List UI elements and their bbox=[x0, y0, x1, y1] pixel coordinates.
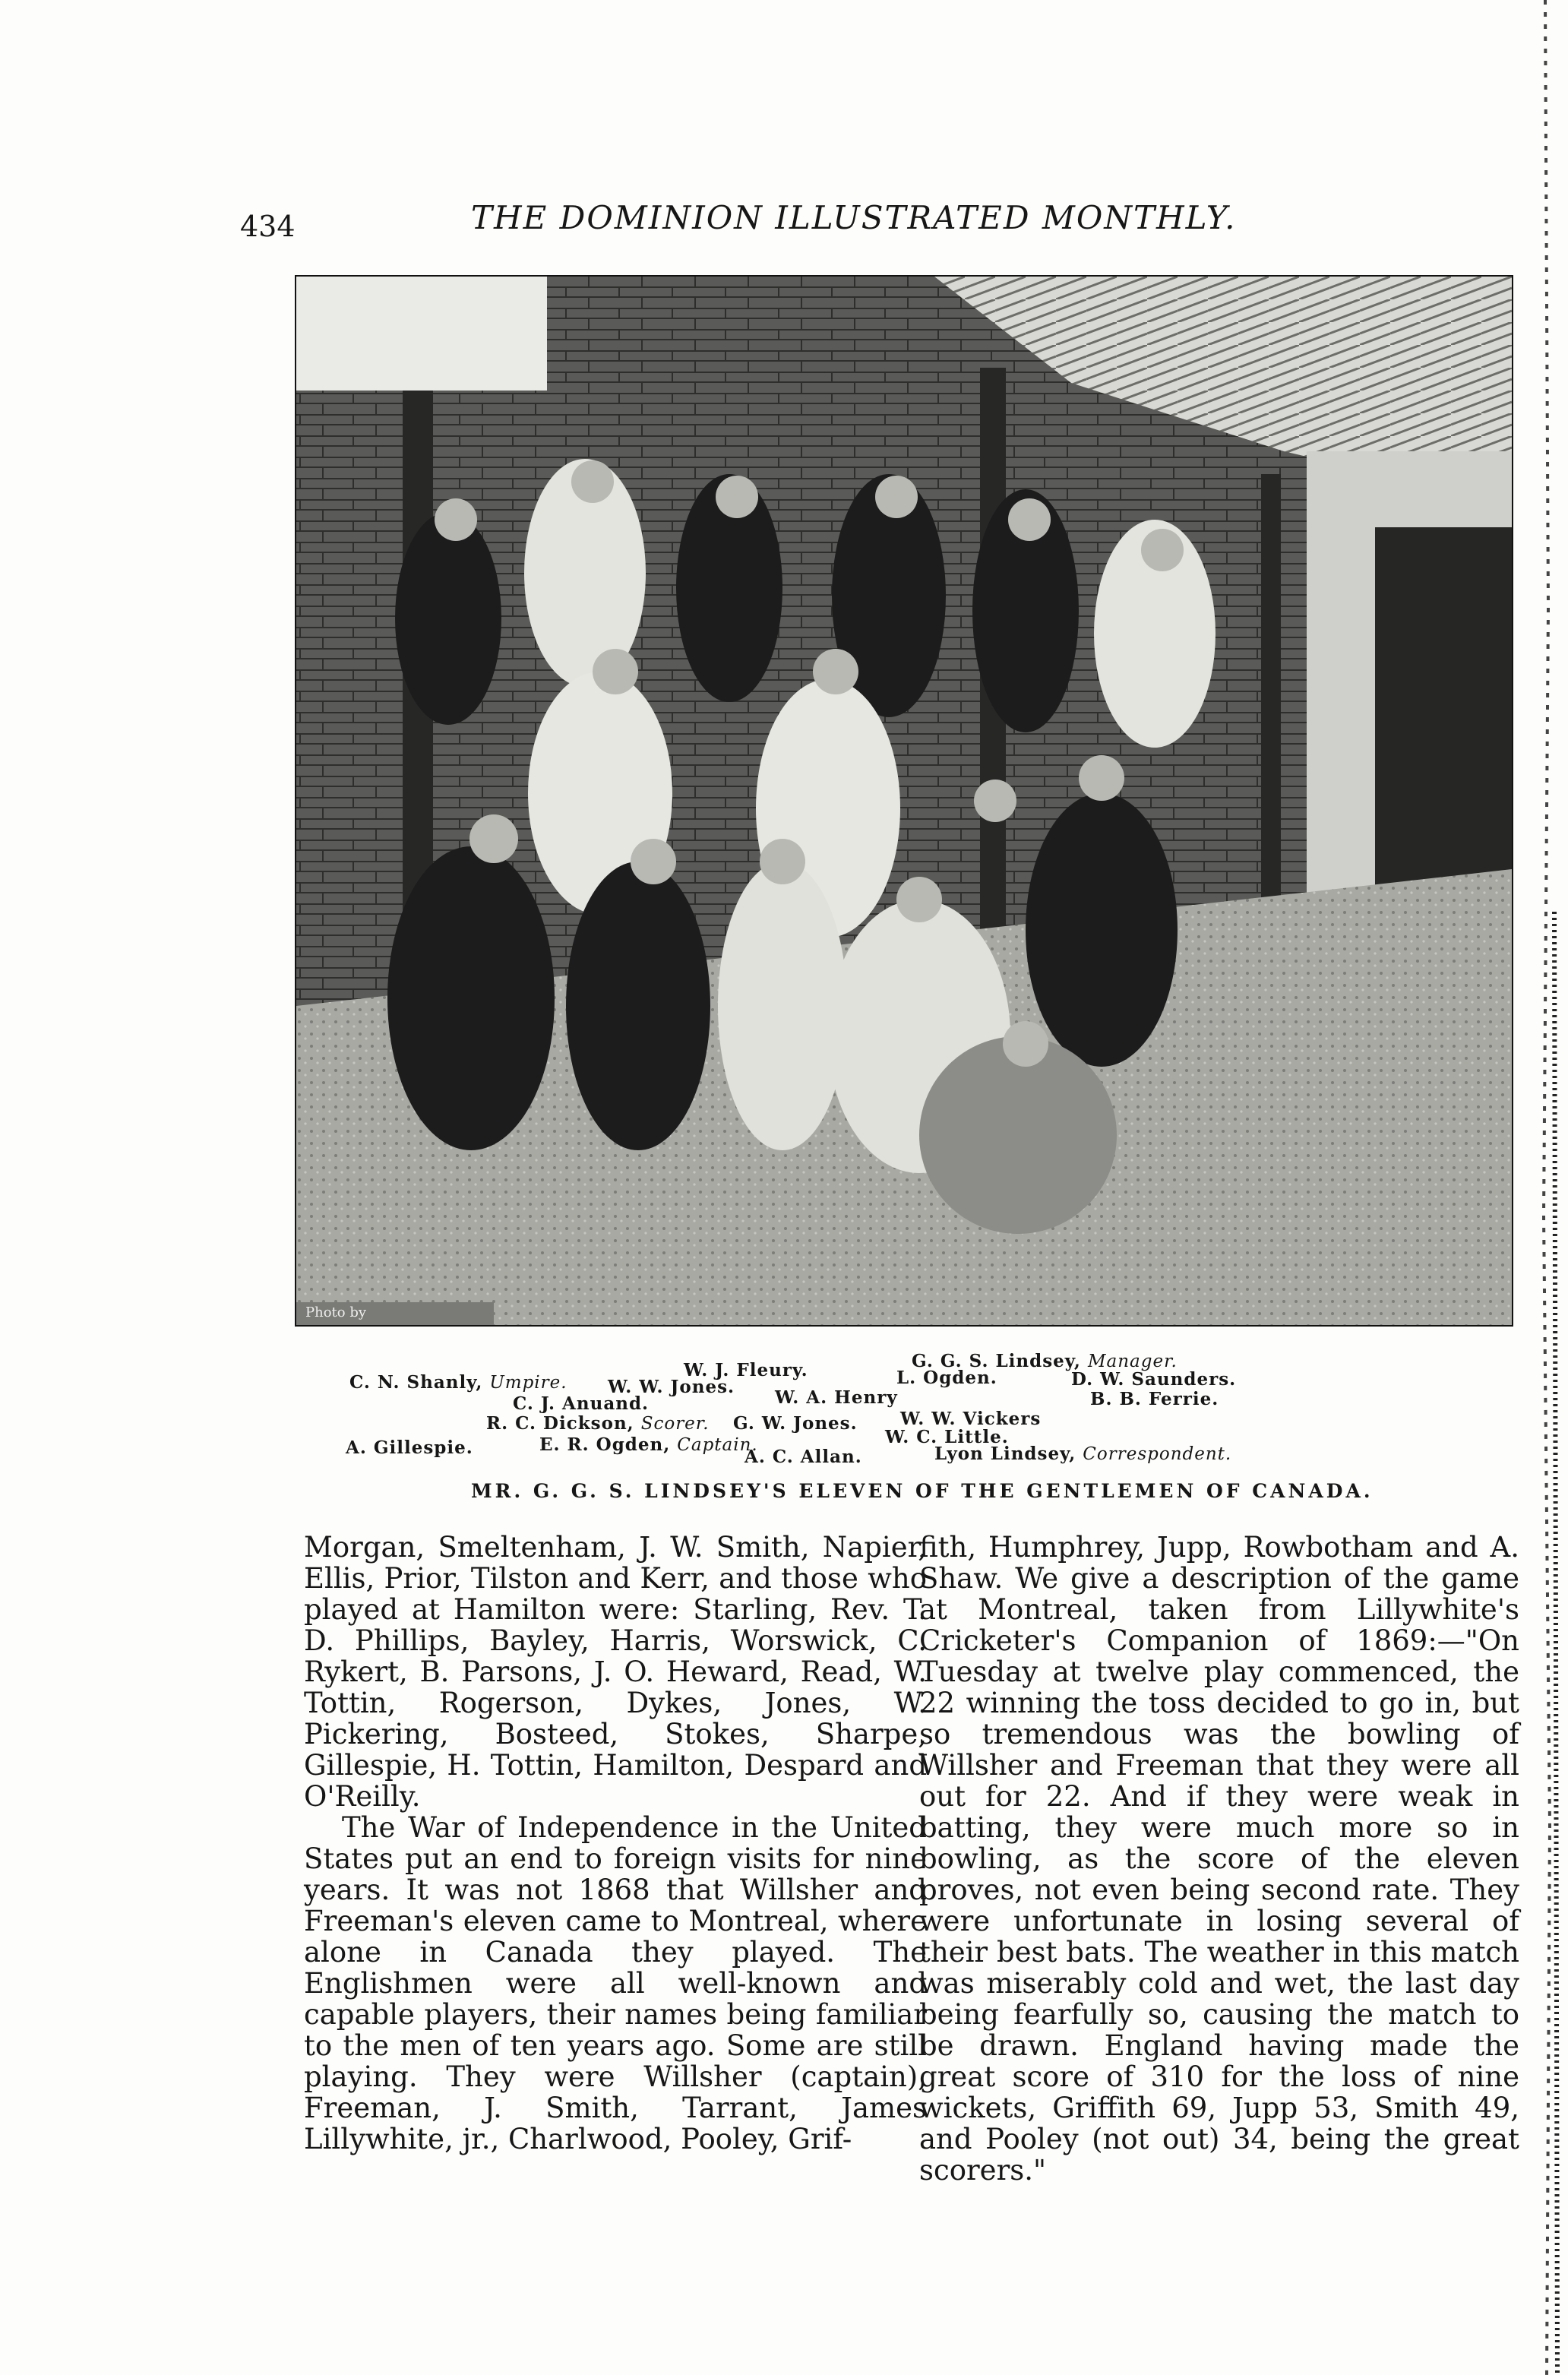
left-paragraph-2: The War of Independence in the United States put an end to foreign visits for nine years. It was not 1868 that Willsher and Freeman's eleven came to Montreal, where alone in Canada they played. The Englishmen were all well-known and capable players, their names being familiar to the men of ten years ago. Some are still playing. They were Willsher (captain), Freeman, J. Smith, Tarrant, James Lillywhite, jr., Charlwood, Pooley, Grif- bbox=[304, 1811, 927, 2155]
caption-ferrie: B. B. Ferrie. bbox=[1090, 1389, 1219, 1409]
caption-fleury: W. J. Fleury. bbox=[684, 1360, 808, 1380]
caption-shanly: C. N. Shanly, Umpire. bbox=[349, 1372, 567, 1393]
caption-vickers: W. W. Vickers bbox=[900, 1409, 1042, 1429]
page-number: 434 bbox=[240, 210, 296, 243]
photo-credit: Photo by bbox=[305, 1305, 367, 1320]
caption-henry: W. A. Henry bbox=[775, 1387, 898, 1408]
caption-ogden: L. Ogden. bbox=[896, 1368, 997, 1388]
caption-lindsey: G. G. S. Lindsey, Manager. bbox=[912, 1351, 1178, 1371]
caption-ogden-captain: E. R. Ogden, Captain. bbox=[539, 1434, 758, 1455]
caption-ww-jones: W. W. Jones. bbox=[608, 1377, 735, 1397]
scan-edge-shadow bbox=[1532, 0, 1568, 2375]
caption-little: W. C. Little. bbox=[885, 1427, 1009, 1447]
plate-title: MR. G. G. S. LINDSEY'S ELEVEN OF THE GENTLEMEN OF CANADA. bbox=[471, 1480, 1374, 1502]
photo-illustration bbox=[296, 277, 1512, 1325]
caption-gillespie: A. Gillespie. bbox=[346, 1437, 473, 1458]
caption-anand: C. J. Anuand. bbox=[513, 1393, 650, 1414]
caption-lyon: Lyon Lindsey, Correspondent. bbox=[934, 1444, 1232, 1464]
caption-dickson: R. C. Dickson, Scorer. bbox=[486, 1413, 710, 1434]
right-column bbox=[919, 1532, 1519, 2186]
left-paragraph-1: Morgan, Smeltenham, J. W. Smith, Napier, Ellis, Prior, Tilston and Kerr, and those who played at Hamilton were: Starling, Rev. T. D. Phillips, Bayley, Harris, Worswick, C. Rykert, B. Parsons, J. O. Heward, Read, W. Tottin, Rogerson, Dykes, Jones, W. Pickering, Bosteed, Stokes, Sharpe, Gillespie, H. Tottin, Hamilton, Despard and O'Reilly. bbox=[304, 1531, 927, 1813]
photo-captions bbox=[304, 1345, 1489, 1474]
caption-allan: A. C. Allan. bbox=[744, 1447, 862, 1467]
caption-gw-jones: G. W. Jones. bbox=[733, 1413, 858, 1434]
left-column bbox=[304, 1532, 927, 2155]
team-photograph bbox=[295, 275, 1513, 1327]
caption-saunders: D. W. Saunders. bbox=[1071, 1369, 1237, 1390]
right-paragraph-1: fith, Humphrey, Jupp, Rowbotham and A. Shaw. We give a description of the game at Montreal, taken from Lillywhite's Cricketer's Companion of 1869:—"On Tuesday at twelve play commenced, the 22 winning the toss decided to go in, but so tremendous was the bowling of Willsher and Freeman that they were all out for 22. And if they were weak in batting, they were much more so in bowling, as the score of the eleven proves, not even being second rate. They were unfortunate in losing several of their best bats. The weather in this match was miserably cold and wet, the last day being fearfully so, causing the match to be drawn. England having made the great score of 310 for the loss of nine wickets, Griffith 69, Jupp 53, Smith 49, and Pooley (not out) 34, being the great scorers." bbox=[919, 1531, 1519, 2187]
running-title: THE DOMINION ILLUSTRATED MONTHLY. bbox=[471, 199, 1237, 236]
